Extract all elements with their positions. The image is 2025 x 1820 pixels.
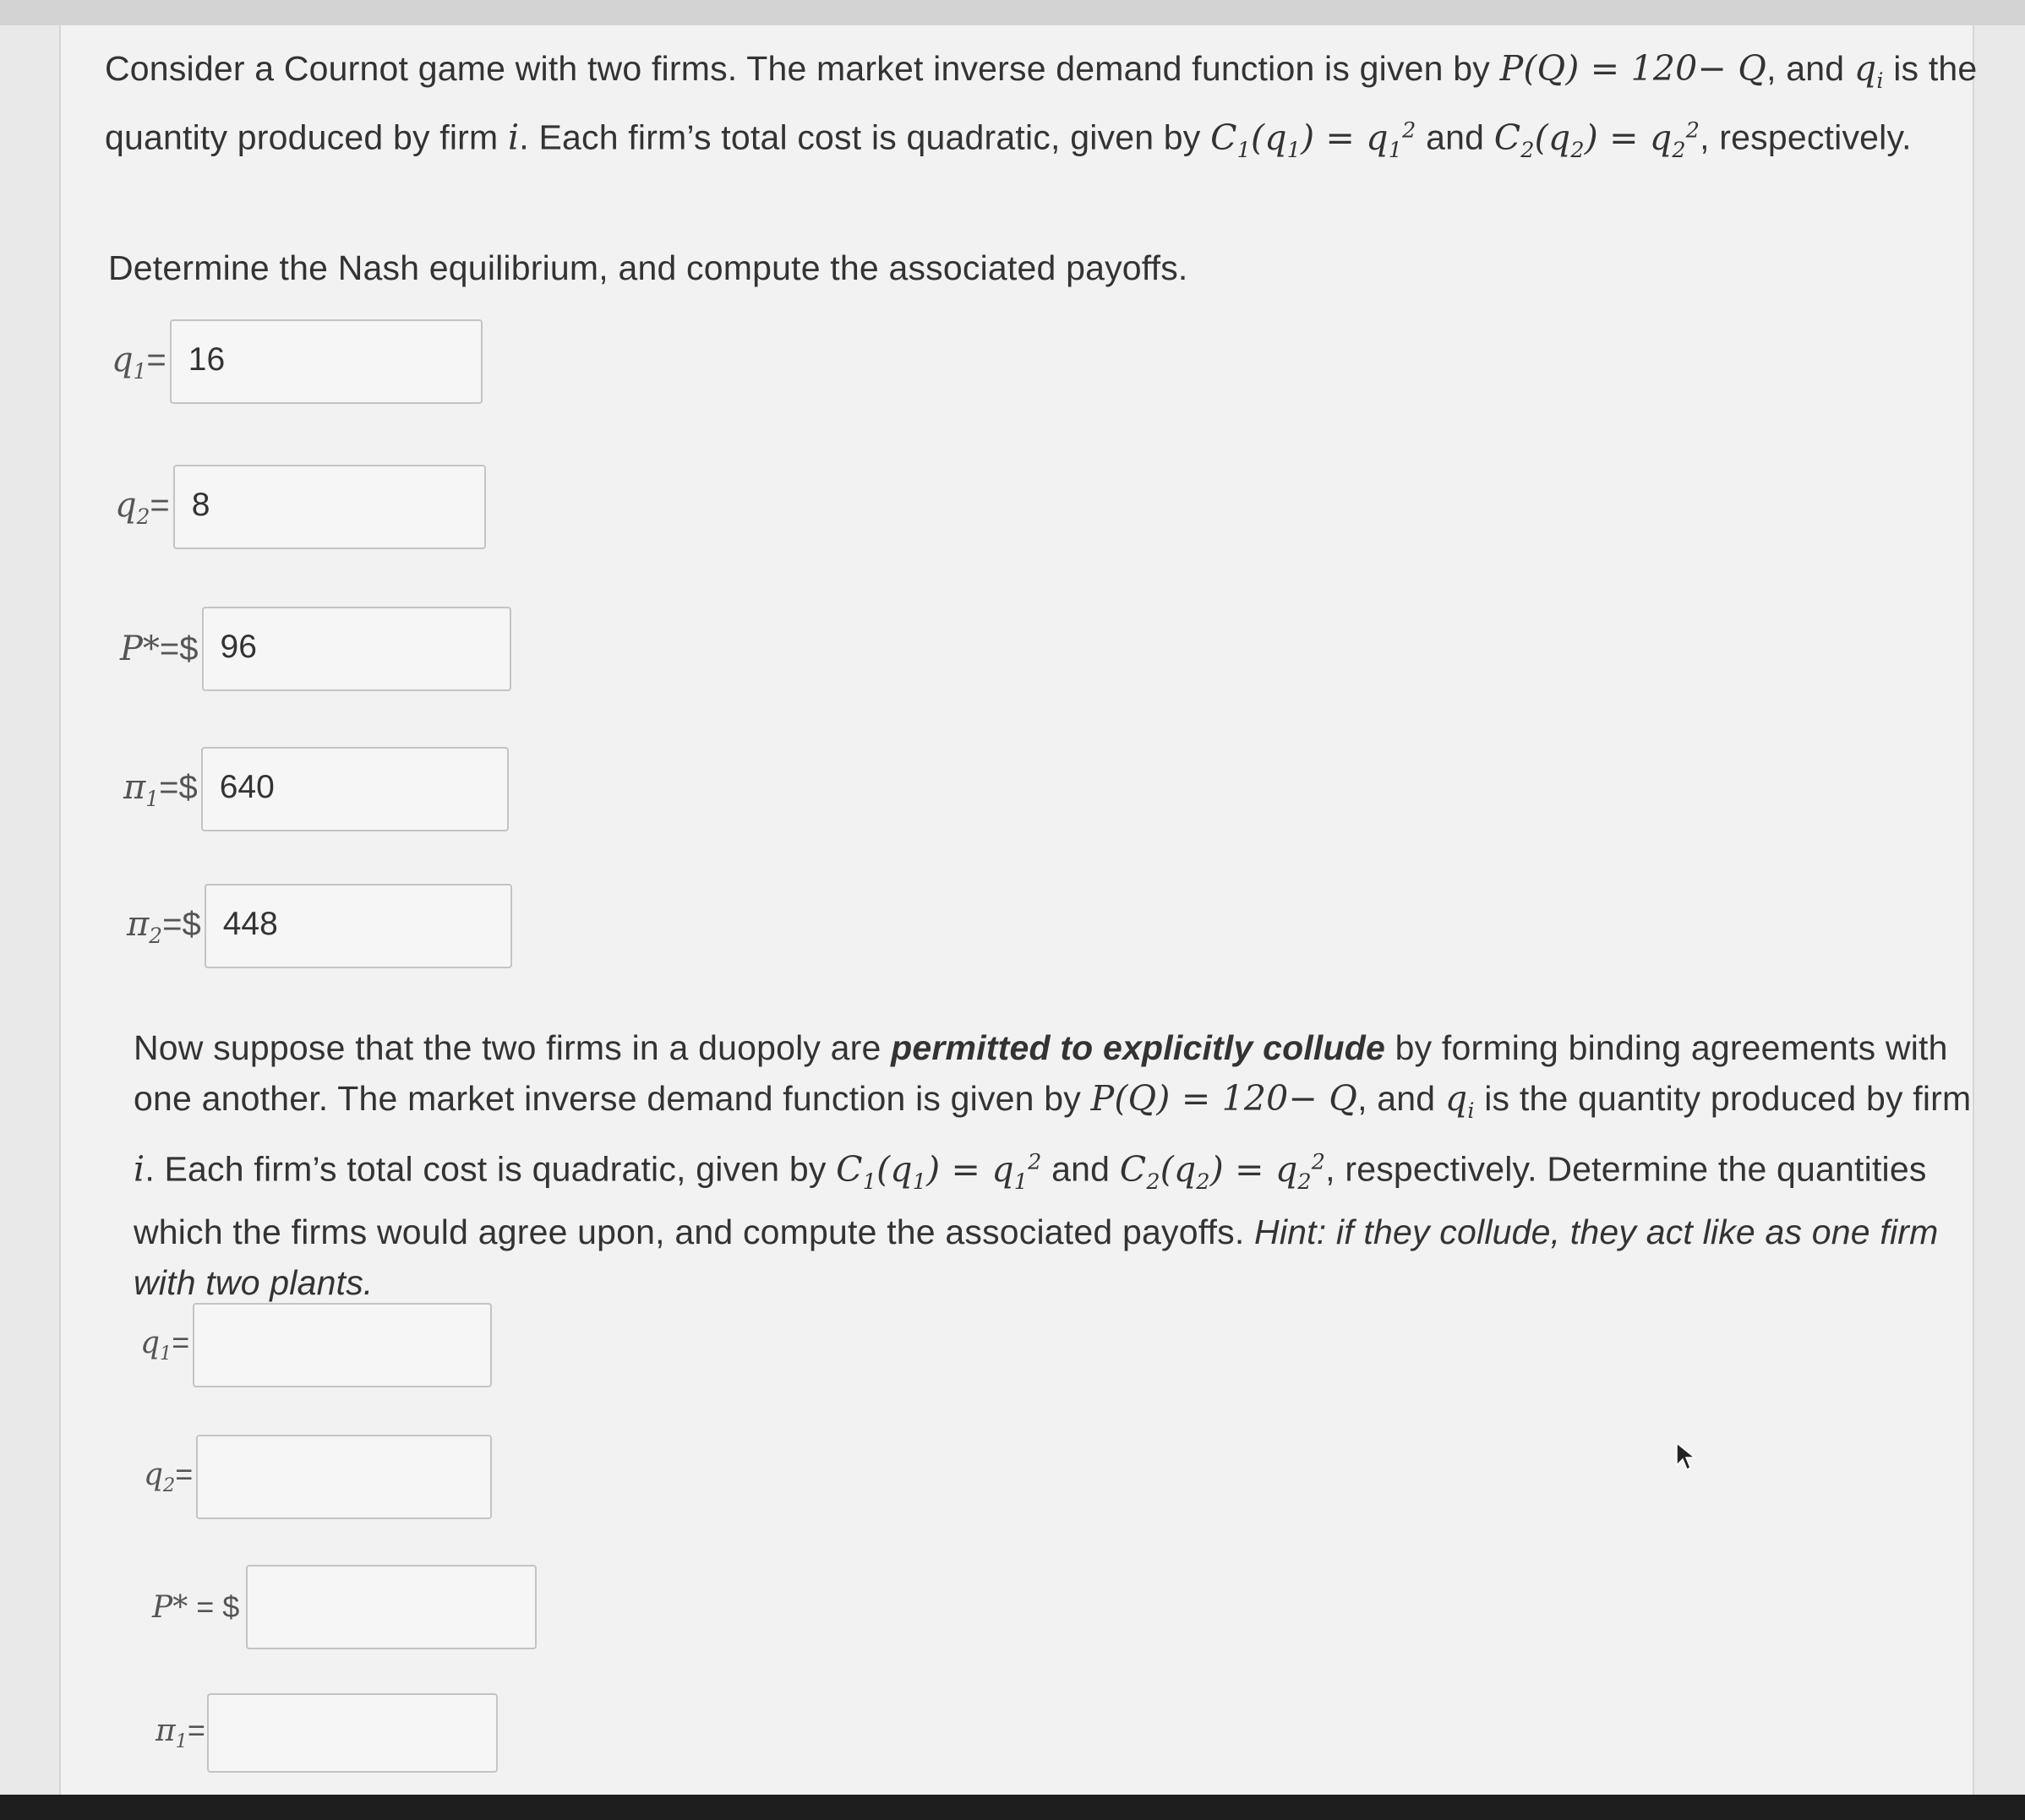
collusion-row-price: [152, 1565, 537, 1649]
collusion-label-q1: $q_1=$: [140, 1325, 190, 1365]
collusion-statement: Now suppose that the two firms in a duopoly are permitted to explicitly collude by forming binding agreements with one another. The market inverse demand function is given by P(Q) = 120− Q, and $q_i$ is the quantity produced by firm i. Each firm’s total cost is quadratic, given by $C_1(q_1) = q_1^2$ and $C_2(q_2) = q_2^2$, respectively. Determine the quantities which the firms would agree upon, and compute the associated payoffs. Hint: if they collude, they act like as one firm with two plants.: [134, 1028, 1972, 1303]
collusion-row-q2: [144, 1435, 492, 1519]
problem-statement: Consider a Cournot game with two firms. The market inverse demand function is given by P(Q) = 120− Q, and $q_i$ is the quantity produced by firm i. Each firm’s total cost is quadratic, given by $C_1(q_1) = q_1^2$ and $C_2(q_2) = q_2^2$, respectively.: [105, 48, 1978, 163]
top-edge: [0, 0, 2025, 25]
answer-row-q2: [115, 465, 486, 549]
screen-bezel: [0, 1795, 2025, 1820]
collusion-row-q1: [140, 1303, 492, 1387]
question-text: Determine the Nash equilibrium, and compute the associated payoffs.: [108, 248, 1188, 287]
input-profit2[interactable]: 448: [205, 884, 512, 968]
input-q2[interactable]: 8: [173, 465, 486, 549]
answer-row-q1: [112, 319, 483, 404]
collusion-row-profit1: [156, 1693, 498, 1773]
collusion-input-q1[interactable]: [193, 1303, 492, 1387]
hint-text: Hint: if they collude, they act like as one firm with two plants.: [134, 1212, 1939, 1303]
input-price[interactable]: 96: [202, 607, 511, 691]
cost-function-1: $C_1(q_1) = q_1^2$: [1210, 117, 1416, 163]
collusion-label-profit1: $\pi_1=$: [156, 1713, 205, 1753]
label-q2: $q_2=$: [115, 485, 170, 529]
input-profit1[interactable]: 640: [201, 747, 509, 831]
collusion-input-q2[interactable]: [196, 1435, 492, 1519]
label-profit1: $\pi_1=\$$: [123, 767, 198, 811]
demand-function: P(Q) = 120− Q: [1499, 48, 1767, 89]
answer-row-profit1: [123, 747, 509, 831]
label-q1: $q_1=$: [112, 340, 166, 384]
collusion-label-q2: $q_2=$: [144, 1457, 194, 1497]
label-profit2: $\pi_2=\$$: [127, 904, 201, 948]
input-q1[interactable]: 16: [170, 319, 483, 404]
mouse-pointer-icon: [1675, 1441, 1697, 1472]
collusion-input-profit1[interactable]: [207, 1693, 498, 1773]
collusion-label-price: P* = $: [152, 1589, 240, 1625]
cost-function-2: $C_2(q_2) = q_2^2$: [1493, 117, 1700, 163]
label-price: P*=$: [120, 629, 199, 668]
collusion-input-price[interactable]: [246, 1565, 537, 1649]
answer-row-price: [120, 607, 511, 691]
answer-row-profit2: [127, 884, 512, 968]
